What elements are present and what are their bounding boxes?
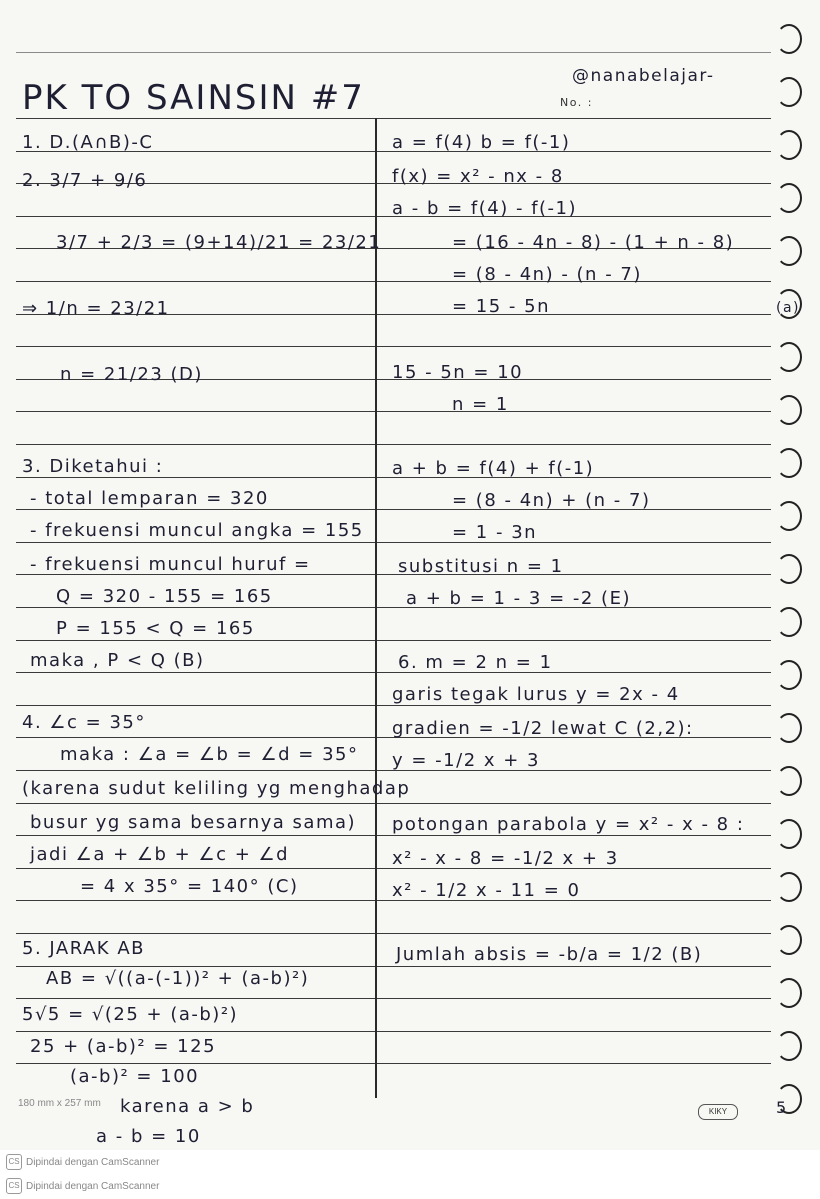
right-line: f(x) = x² - nx - 8 [392, 166, 564, 187]
binder-ring [776, 183, 802, 213]
scanner-watermark: Dipindai dengan CamScanner [26, 1157, 160, 1168]
page-mark: 5 [776, 1098, 788, 1117]
left-line: 1. D.(A∩B)-C [22, 132, 154, 153]
left-line: a - b = 10 [96, 1126, 201, 1147]
ruled-line [16, 998, 771, 999]
left-line: 4. ∠c = 35° [22, 712, 146, 733]
left-line: 3/7 + 2/3 = (9+14)/21 = 23/21 [56, 232, 382, 253]
right-line: x² - x - 8 = -1/2 x + 3 [392, 848, 619, 869]
right-line: a + b = 1 - 3 = -2 (E) [406, 588, 631, 609]
camscanner-icon: CS [6, 1154, 22, 1170]
binder-ring [776, 342, 802, 372]
right-line: a = f(4) b = f(-1) [392, 132, 571, 153]
binder-ring [776, 395, 802, 425]
ruled-line [16, 640, 771, 641]
right-line: substitusi n = 1 [398, 556, 564, 577]
right-line: n = 1 [452, 394, 509, 415]
left-line: 5. JARAK AB [22, 938, 145, 959]
top-rule [16, 52, 771, 53]
left-line: maka : ∠a = ∠b = ∠d = 35° [60, 744, 359, 765]
right-line: a + b = f(4) + f(-1) [392, 458, 595, 479]
left-line: - frekuensi muncul angka = 155 [30, 520, 364, 541]
binder-ring [776, 554, 802, 584]
page-title: PK TO SAINSIN #7 [22, 78, 365, 118]
right-line: gradien = -1/2 lewat C (2,2): [392, 718, 694, 739]
right-line: y = -1/2 x + 3 [392, 750, 540, 771]
ruled-line [16, 672, 771, 673]
ruled-line [16, 607, 771, 608]
ruled-line [16, 1063, 771, 1064]
ruled-line [16, 281, 771, 282]
ruled-line [16, 542, 771, 543]
binder-ring [776, 24, 802, 54]
left-line: - frekuensi muncul huruf = [30, 554, 311, 575]
right-line: = 15 - 5n [452, 296, 551, 317]
ruled-line [16, 411, 771, 412]
left-line: 2. 3/7 + 9/6 [22, 170, 148, 191]
left-line: 3. Diketahui : [22, 456, 164, 477]
left-line: 5√5 = √(25 + (a-b)²) [22, 1004, 239, 1025]
ruled-line [16, 1031, 771, 1032]
ruled-line [16, 803, 771, 804]
right-line: = 1 - 3n [452, 522, 538, 543]
ruled-line [16, 966, 771, 967]
right-line: = (8 - 4n) + (n - 7) [452, 490, 651, 511]
left-line: busur yg sama besarnya sama) [30, 812, 357, 833]
ruled-line [16, 835, 771, 836]
binder-ring [776, 660, 802, 690]
right-line: Jumlah absis = -b/a = 1/2 (B) [396, 944, 703, 965]
left-line: n = 21/23 (D) [60, 364, 203, 385]
binder-ring [776, 925, 802, 955]
ruled-line [16, 118, 771, 119]
scanner-footer [0, 1150, 820, 1199]
binder-ring [776, 766, 802, 796]
left-line: 25 + (a-b)² = 125 [30, 1036, 217, 1057]
author-handle: @nanabelajar- [572, 66, 715, 86]
right-line: = (16 - 4n - 8) - (1 + n - 8) [452, 232, 735, 253]
binder-ring [776, 448, 802, 478]
ruled-line [16, 705, 771, 706]
column-divider [375, 118, 377, 1098]
left-line: jadi ∠a + ∠b + ∠c + ∠d [30, 844, 290, 865]
ruled-line [16, 346, 771, 347]
binder-ring [776, 1031, 802, 1061]
right-line: a - b = f(4) - f(-1) [392, 198, 578, 219]
binder-ring [776, 77, 802, 107]
binder-ring [776, 872, 802, 902]
right-line: garis tegak lurus y = 2x - 4 [392, 684, 680, 705]
margin-mark: (a) [776, 300, 801, 316]
ruled-line [16, 444, 771, 445]
left-line: P = 155 < Q = 165 [56, 618, 255, 639]
right-line: 15 - 5n = 10 [392, 362, 524, 383]
right-line: x² - 1/2 x - 11 = 0 [392, 880, 581, 901]
left-line: - total lemparan = 320 [30, 488, 269, 509]
binder-ring [776, 607, 802, 637]
binder-ring [776, 501, 802, 531]
binder-ring [776, 130, 802, 160]
left-line: ⇒ 1/n = 23/21 [22, 298, 170, 319]
binder-ring [776, 713, 802, 743]
right-line: 6. m = 2 n = 1 [398, 652, 553, 673]
left-line: maka , P < Q (B) [30, 650, 205, 671]
right-line: = (8 - 4n) - (n - 7) [452, 264, 642, 285]
ruled-line [16, 933, 771, 934]
binder-ring [776, 236, 802, 266]
binder-ring [776, 819, 802, 849]
paper-size-label: 180 mm x 257 mm [18, 1098, 101, 1109]
left-line: = 4 x 35° = 140° (C) [80, 876, 299, 897]
scanner-watermark: Dipindai dengan CamScanner [26, 1181, 160, 1192]
camscanner-icon: CS [6, 1178, 22, 1194]
left-line: (karena sudut keliling yg menghadap [22, 778, 411, 799]
page-number-label: No. : [560, 96, 593, 109]
left-line: Q = 320 - 155 = 165 [56, 586, 273, 607]
brand-logo: KIKY [698, 1104, 738, 1120]
binder-ring [776, 978, 802, 1008]
left-line: (a-b)² = 100 [70, 1066, 200, 1087]
ruled-line [16, 509, 771, 510]
right-line: potongan parabola y = x² - x - 8 : [392, 814, 745, 835]
left-line: AB = √((a-(-1))² + (a-b)²) [46, 968, 310, 989]
left-line: karena a > b [120, 1096, 255, 1117]
